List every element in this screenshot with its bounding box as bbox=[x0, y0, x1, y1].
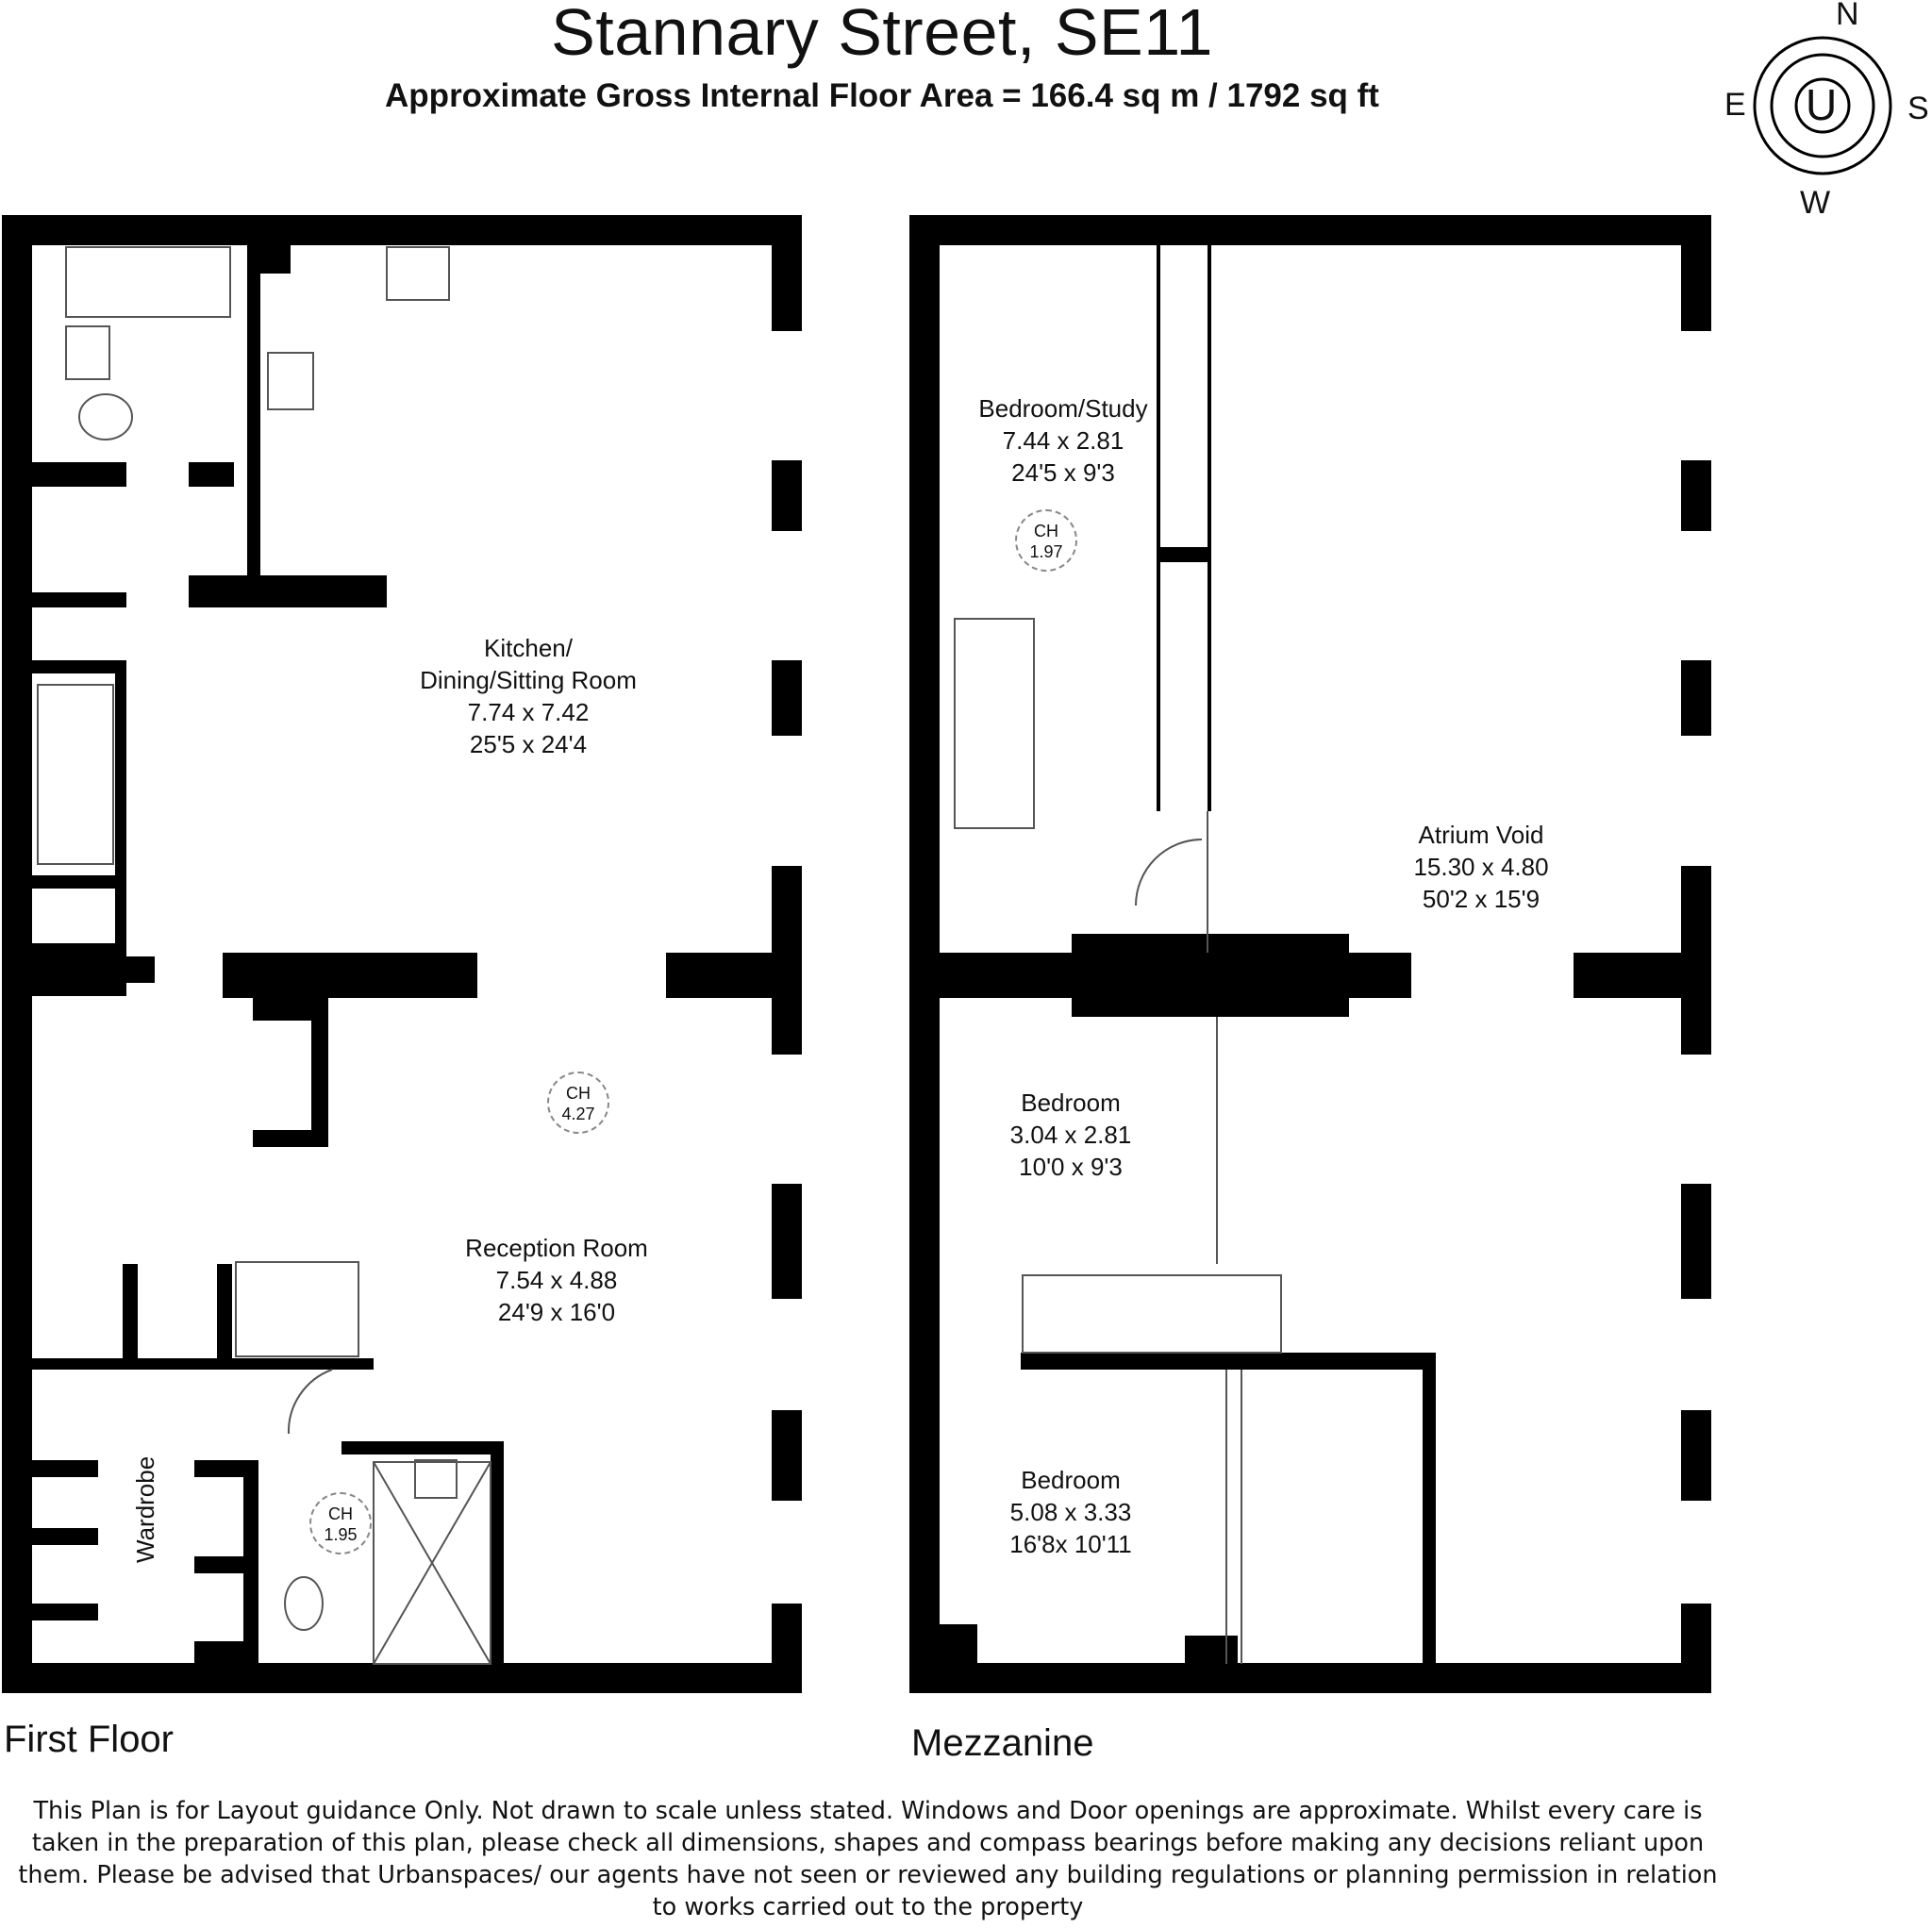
room-bedroom-3-name: Bedroom bbox=[1021, 1466, 1121, 1494]
room-reception-name: Reception Room bbox=[465, 1234, 648, 1262]
room-bedroom-study-imperial: 24'5 x 9'3 bbox=[1011, 458, 1115, 487]
room-kitchen-name2: Dining/Sitting Room bbox=[420, 666, 637, 694]
first-floor-walls bbox=[2, 215, 802, 1693]
compass-south-label: S bbox=[1907, 91, 1929, 126]
room-atrium-imperial: 50'2 x 15'9 bbox=[1422, 885, 1541, 913]
room-bedroom-study-metric: 7.44 x 2.81 bbox=[1002, 426, 1124, 455]
room-bedroom-2-name: Bedroom bbox=[1021, 1089, 1121, 1117]
page-title: Stannary Street, SE11 bbox=[551, 0, 1213, 69]
room-atrium-name: Atrium Void bbox=[1418, 821, 1544, 849]
disclaimer-line: taken in the preparation of this plan, please check all dimensions, shapes and compass bearings before making any decisions reliant upon bbox=[31, 1829, 1705, 1857]
disclaimer-line: This Plan is for Layout guidance Only. Not drawn to scale unless stated. Windows and Door openings are approximate. Whilst every care is bbox=[33, 1797, 1703, 1825]
ceiling-height-value: 1.97 bbox=[1029, 542, 1063, 561]
room-bedroom-2 bbox=[953, 1087, 1189, 1183]
room-kitchen-metric: 7.74 x 7.42 bbox=[467, 698, 590, 726]
room-bedroom-2-imperial: 10'0 x 9'3 bbox=[1019, 1153, 1123, 1181]
ceiling-height-label: CH bbox=[566, 1084, 591, 1103]
room-bedroom-2-metric: 3.04 x 2.81 bbox=[1009, 1121, 1132, 1149]
ceiling-height-value: 1.95 bbox=[324, 1525, 358, 1544]
room-wardrobe: Wardrobe bbox=[131, 1455, 159, 1563]
room-atrium-void bbox=[1358, 819, 1604, 915]
disclaimer-line: them. Please be advised that Urbanspaces/ our agents have not seen or reviewed any building regulations or planning permission in relation bbox=[18, 1861, 1718, 1889]
floor-area-subtitle: Approximate Gross Internal Floor Area = 166.4 sq m / 1792 sq ft bbox=[385, 77, 1379, 114]
compass-west-label: W bbox=[1800, 185, 1831, 221]
disclaimer-line: to works carried out to the property bbox=[652, 1893, 1084, 1921]
room-reception-metric: 7.54 x 4.88 bbox=[495, 1266, 618, 1294]
room-kitchen bbox=[396, 632, 660, 760]
room-reception bbox=[434, 1232, 679, 1328]
room-atrium-metric: 15.30 x 4.80 bbox=[1413, 853, 1549, 881]
ceiling-height-marker bbox=[1015, 509, 1077, 572]
room-bedroom-study bbox=[943, 392, 1183, 489]
ceiling-height-label: CH bbox=[1034, 522, 1058, 540]
room-bedroom-3-imperial: 16'8x 10'11 bbox=[1009, 1530, 1132, 1558]
floor-label-mezzanine: Mezzanine bbox=[911, 1722, 1094, 1764]
room-kitchen-imperial: 25'5 x 24'4 bbox=[469, 730, 588, 758]
urbanspaces-logo: U bbox=[1806, 80, 1838, 129]
compass-east-label: E bbox=[1724, 87, 1746, 123]
room-bedroom-study-name: Bedroom/Study bbox=[978, 394, 1148, 423]
disclaimer bbox=[0, 1795, 1736, 1923]
ceiling-height-marker bbox=[547, 1072, 609, 1134]
room-reception-imperial: 24'9 x 16'0 bbox=[497, 1298, 616, 1326]
ceiling-height-label: CH bbox=[328, 1504, 353, 1523]
floor-label-first: First Floor bbox=[4, 1719, 174, 1760]
ceiling-height-marker bbox=[309, 1492, 372, 1554]
room-bedroom-3 bbox=[953, 1464, 1189, 1560]
room-kitchen-name1: Kitchen/ bbox=[484, 634, 573, 662]
compass-north-label: N bbox=[1836, 0, 1859, 32]
ceiling-height-value: 4.27 bbox=[561, 1105, 595, 1123]
room-bedroom-3-metric: 5.08 x 3.33 bbox=[1009, 1498, 1132, 1526]
